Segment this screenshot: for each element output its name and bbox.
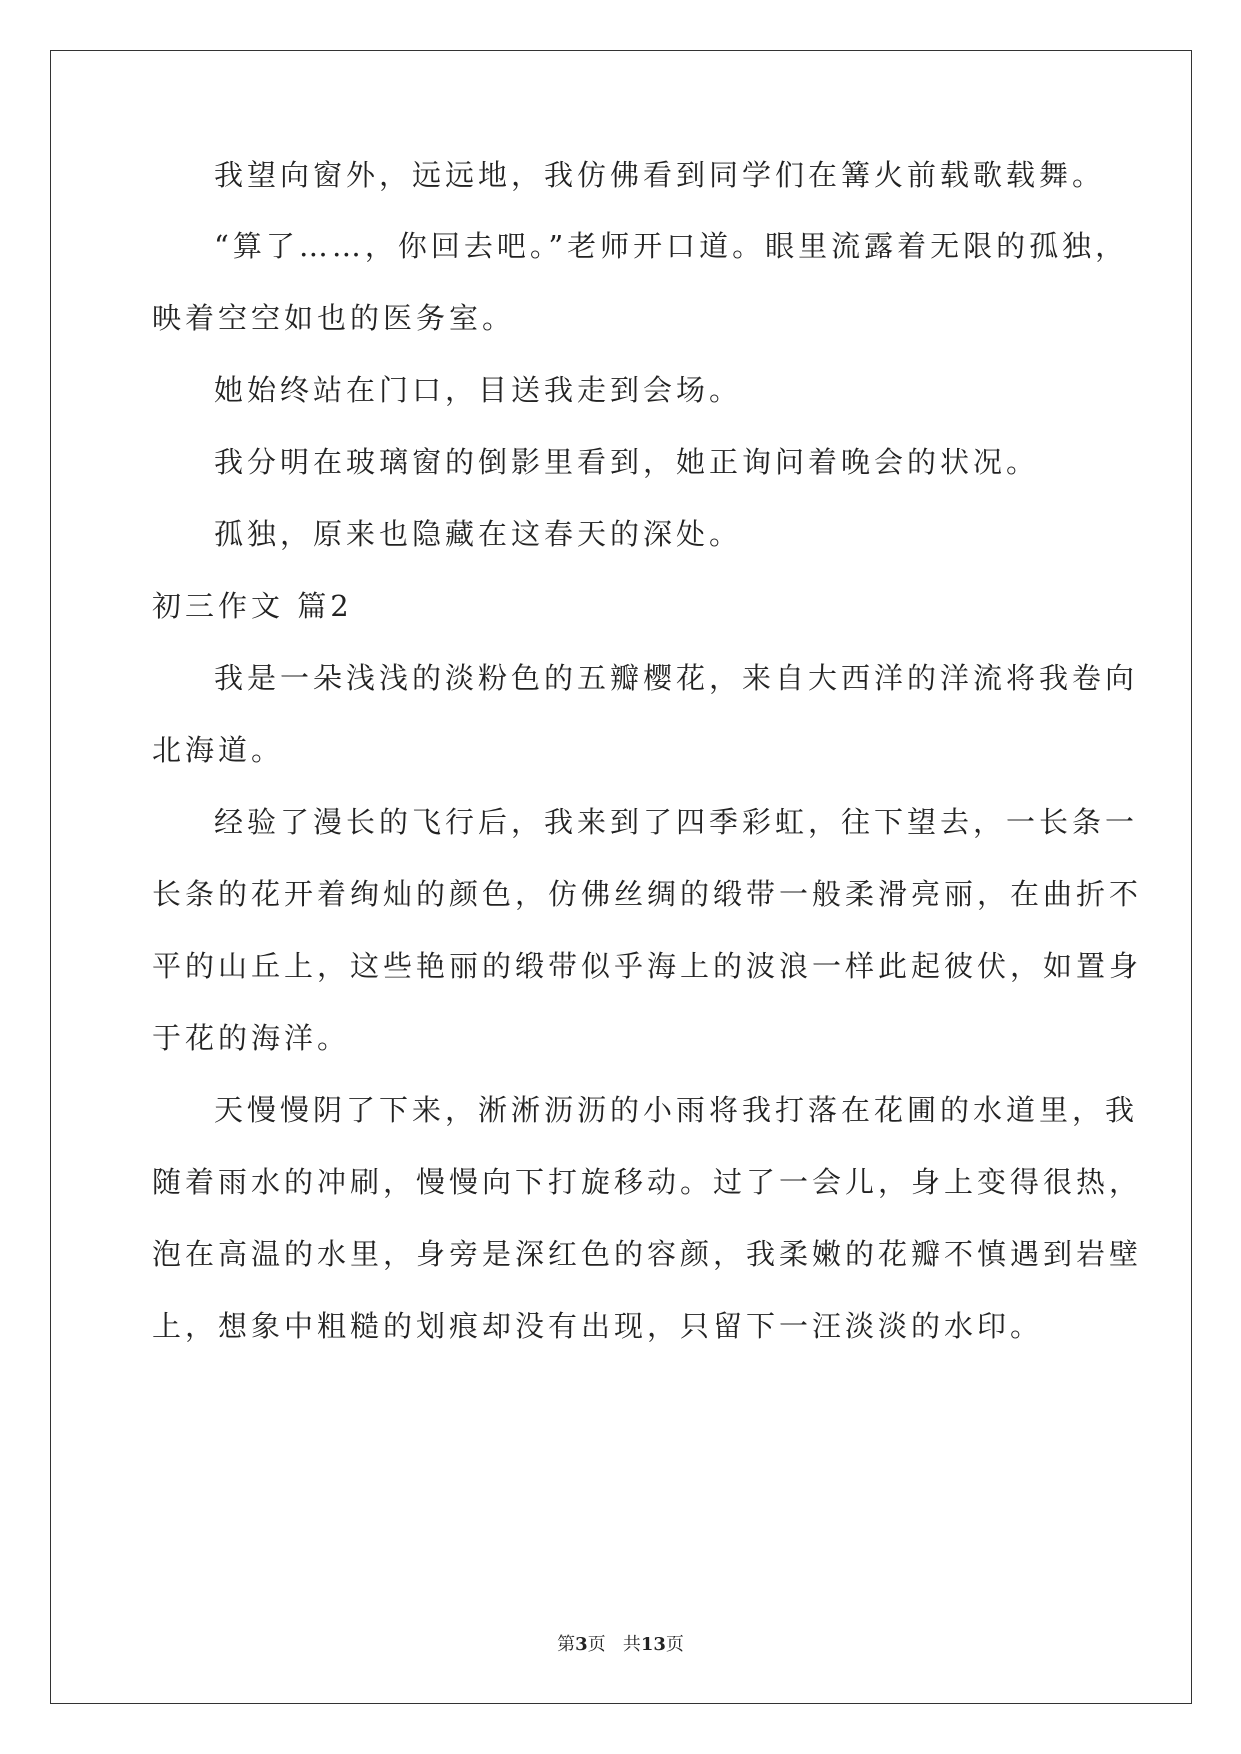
page-suffix: 页 [587, 1634, 606, 1655]
paragraph-line: 她始终站在门口，目送我走到会场。 [214, 373, 743, 407]
paragraph-line: 上，想象中粗糙的划痕却没有出现，只留下一汪淡淡的水印。 [152, 1309, 1044, 1343]
section-heading: 初三作文 篇2 [152, 589, 353, 623]
total-prefix: 共 [622, 1634, 641, 1655]
paragraph-line: “算了……，你回去吧。”老师开口道。眼里流露着无限的孤独， [214, 229, 1129, 263]
paragraph-line: 我分明在玻璃窗的倒影里看到，她正询问着晚会的状况。 [214, 445, 1040, 479]
paragraph-line: 泡在高温的水里，身旁是深红色的容颜，我柔嫩的花瓣不慎遇到岩壁 [152, 1237, 1143, 1271]
total-suffix: 页 [665, 1634, 684, 1655]
paragraph-line: 天慢慢阴了下来，淅淅沥沥的小雨将我打落在花圃的水道里，我 [214, 1093, 1139, 1127]
page-total: 13 [640, 1634, 666, 1655]
page-current: 3 [575, 1634, 588, 1655]
paragraph-line: 随着雨水的冲刷，慢慢向下打旋移动。过了一会儿，身上变得很热， [152, 1165, 1143, 1199]
paragraph-line: 北海道。 [152, 733, 285, 767]
paragraph-line: 平的山丘上，这些艳丽的缎带似乎海上的波浪一样此起彼伏，如置身 [152, 949, 1143, 983]
paragraph-line: 长条的花开着绚灿的颜色，仿佛丝绸的缎带一般柔滑亮丽，在曲折不 [152, 877, 1143, 911]
page-prefix: 第 [557, 1634, 576, 1655]
paragraph-line: 经验了漫长的飞行后，我来到了四季彩虹，往下望去，一长条一 [214, 805, 1139, 839]
page-footer [0, 1630, 1241, 1656]
paragraph-line: 孤独，原来也隐藏在这春天的深处。 [214, 517, 743, 551]
paragraph-line: 映着空空如也的医务室。 [152, 301, 516, 335]
paragraph-line: 我望向窗外，远远地，我仿佛看到同学们在篝火前载歌载舞。 [214, 158, 1106, 192]
paragraph-line: 我是一朵浅浅的淡粉色的五瓣樱花，来自大西洋的洋流将我卷向 [214, 661, 1139, 695]
paragraph-line: 于花的海洋。 [152, 1021, 351, 1055]
